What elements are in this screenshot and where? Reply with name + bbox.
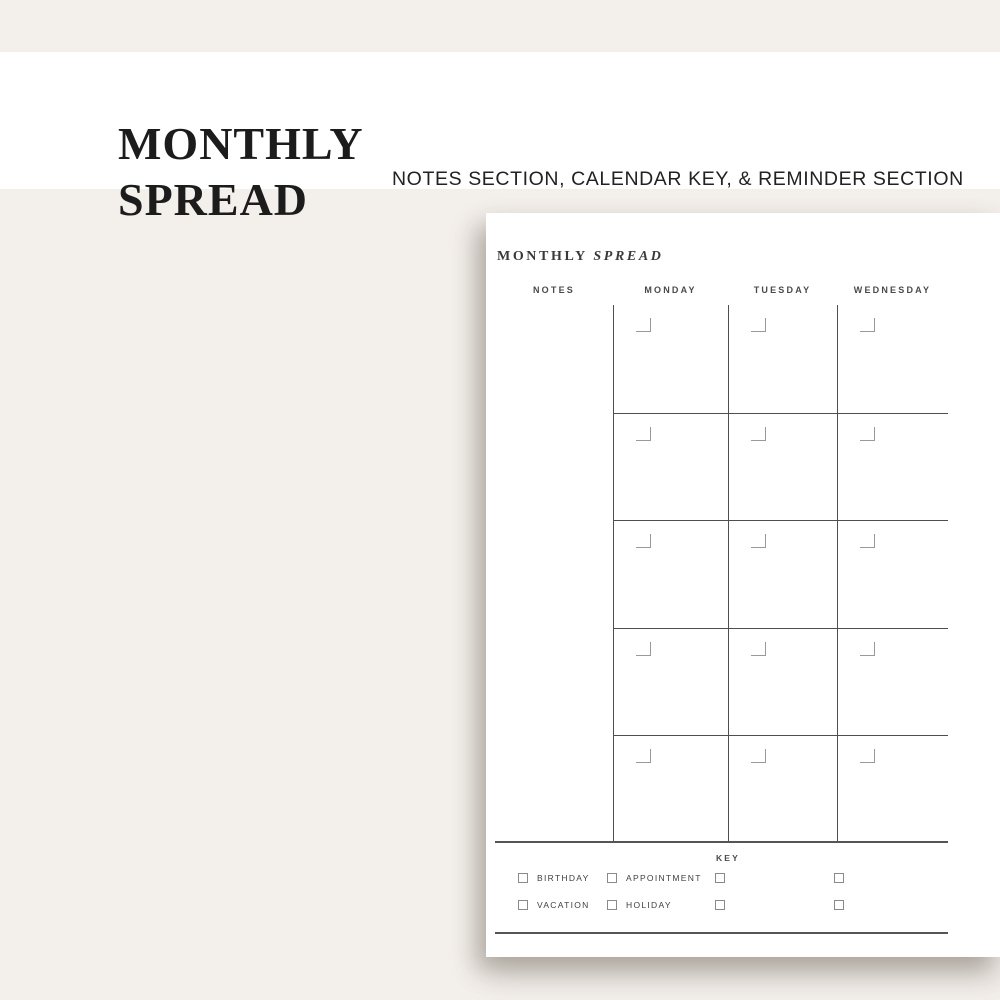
key-item-label: APPOINTMENT [626, 873, 702, 883]
calendar-grid [613, 305, 948, 843]
checkbox-icon [715, 900, 725, 910]
date-corner-mark [636, 534, 651, 548]
checkbox-icon [518, 873, 528, 883]
key-item-blank [834, 899, 853, 911]
key-bottom-rule [495, 932, 948, 934]
calendar-cell [837, 520, 948, 628]
date-corner-mark [751, 642, 766, 656]
key-item-label: HOLIDAY [626, 900, 672, 910]
key-item-blank [715, 872, 734, 884]
date-corner-mark [751, 318, 766, 332]
product-title-line1: MONTHLY [118, 118, 364, 169]
calendar-cell [613, 520, 728, 628]
date-corner-mark [860, 427, 875, 441]
calendar-cell [613, 413, 728, 521]
page-title-word-italic: SPREAD [593, 249, 664, 264]
calendar-cell [837, 305, 948, 413]
product-title [118, 116, 364, 228]
key-item-appointment [607, 872, 702, 884]
date-corner-mark [636, 749, 651, 763]
calendar-cell [613, 735, 728, 843]
checkbox-icon [607, 900, 617, 910]
date-corner-mark [860, 318, 875, 332]
key-item-label: BIRTHDAY [537, 873, 590, 883]
checkbox-icon [607, 873, 617, 883]
calendar-cell [837, 413, 948, 521]
calendar-cell [728, 520, 837, 628]
date-corner-mark [751, 749, 766, 763]
column-header-notes: NOTES [532, 285, 575, 295]
calendar-cell [837, 628, 948, 736]
checkbox-icon [834, 900, 844, 910]
calendar-cell [837, 735, 948, 843]
date-corner-mark [860, 749, 875, 763]
calendar-cell [613, 305, 728, 413]
calendar-cell [728, 305, 837, 413]
product-subtitle: NOTES SECTION, CALENDAR KEY, & REMINDER SECTION [392, 168, 964, 190]
date-corner-mark [860, 534, 875, 548]
column-header-row [495, 285, 948, 295]
column-header-monday: MONDAY [644, 285, 697, 295]
key-item-label: VACATION [537, 900, 590, 910]
key-item-blank [715, 899, 734, 911]
date-corner-mark [636, 642, 651, 656]
date-corner-mark [636, 318, 651, 332]
key-item-birthday [518, 872, 590, 884]
calendar-cell [728, 628, 837, 736]
checkbox-icon [518, 900, 528, 910]
page-title [497, 249, 663, 265]
key-item-holiday [607, 899, 672, 911]
calendar-cell [728, 735, 837, 843]
key-item-vacation [518, 899, 590, 911]
column-header-tuesday: TUESDAY [753, 285, 812, 295]
date-corner-mark [636, 427, 651, 441]
checkbox-icon [834, 873, 844, 883]
checkbox-icon [715, 873, 725, 883]
page-title-word-regular: MONTHLY [497, 249, 588, 264]
header-banner [0, 52, 1000, 225]
product-title-line2: SPREAD [118, 174, 309, 225]
key-item-blank [834, 872, 853, 884]
date-corner-mark [751, 427, 766, 441]
key-heading: KEY [715, 853, 741, 863]
key-top-rule [495, 841, 948, 843]
column-header-wednesday: WEDNESDAY [853, 285, 932, 295]
date-corner-mark [751, 534, 766, 548]
planner-page [486, 213, 1000, 957]
date-corner-mark [860, 642, 875, 656]
calendar-cell [613, 628, 728, 736]
calendar-cell [728, 413, 837, 521]
